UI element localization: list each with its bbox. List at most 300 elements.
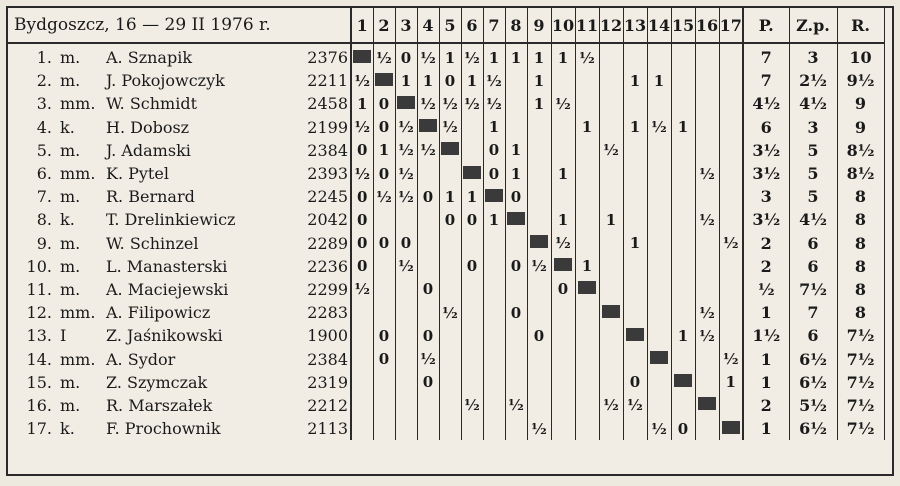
result-cell xyxy=(575,394,599,417)
r-cell: 8½ xyxy=(837,162,884,185)
result-cell xyxy=(417,255,439,278)
result-cell xyxy=(695,371,719,394)
result-cell xyxy=(695,116,719,139)
player-cell xyxy=(8,185,351,208)
result-cell: 1 xyxy=(527,92,551,115)
diagonal-mark xyxy=(722,421,740,434)
player-rating: 2212 xyxy=(307,395,348,415)
result-cell: 0 xyxy=(461,208,483,231)
player-cell xyxy=(8,278,351,301)
player-cell xyxy=(8,347,351,370)
player-title: m. xyxy=(60,187,81,207)
result-cell xyxy=(623,92,647,115)
result-cell xyxy=(647,139,671,162)
result-cell: ½ xyxy=(439,116,461,139)
r-header: R. xyxy=(837,8,884,43)
player-name: A. Sydor xyxy=(106,349,176,369)
result-cell: ½ xyxy=(695,324,719,347)
result-cell xyxy=(527,347,551,370)
diagonal-block xyxy=(417,116,439,139)
table-row xyxy=(8,92,884,115)
diagonal-mark xyxy=(602,305,620,318)
table-row xyxy=(8,324,884,347)
result-cell xyxy=(575,185,599,208)
result-cell: 0 xyxy=(417,324,439,347)
result-cell: 0 xyxy=(351,255,373,278)
table-row xyxy=(8,185,884,208)
table-row xyxy=(8,278,884,301)
result-cell xyxy=(575,347,599,370)
result-cell xyxy=(395,371,417,394)
result-cell xyxy=(483,371,505,394)
points-cell: 6 xyxy=(743,116,789,139)
result-cell: 1 xyxy=(671,324,695,347)
zp-cell: 5 xyxy=(789,185,837,208)
result-cell xyxy=(439,324,461,347)
result-cell xyxy=(719,92,743,115)
player-name: K. Pytel xyxy=(106,164,169,184)
diagonal-mark xyxy=(397,96,415,109)
round-header: 11 xyxy=(575,8,599,43)
player-rating: 2113 xyxy=(307,419,348,439)
diagonal-mark xyxy=(463,166,481,179)
player-cell xyxy=(8,255,351,278)
diagonal-block xyxy=(505,208,527,231)
player-cell xyxy=(8,69,351,92)
result-cell xyxy=(461,371,483,394)
result-cell xyxy=(647,185,671,208)
zp-cell: 4½ xyxy=(789,208,837,231)
diagonal-mark xyxy=(485,189,503,202)
result-cell xyxy=(575,371,599,394)
result-cell: ½ xyxy=(395,162,417,185)
result-cell xyxy=(719,139,743,162)
result-cell xyxy=(671,394,695,417)
result-cell xyxy=(719,69,743,92)
result-cell xyxy=(551,185,575,208)
result-cell xyxy=(373,208,395,231)
result-cell xyxy=(505,417,527,440)
result-cell xyxy=(505,232,527,255)
result-cell: 0 xyxy=(373,347,395,370)
result-cell: 0 xyxy=(439,208,461,231)
result-cell: ½ xyxy=(461,92,483,115)
result-cell: 0 xyxy=(373,92,395,115)
result-cell xyxy=(647,208,671,231)
tournament-title: Bydgoszcz, 16 — 29 II 1976 r. xyxy=(8,8,351,43)
result-cell xyxy=(461,232,483,255)
diagonal-block xyxy=(623,324,647,347)
result-cell xyxy=(647,162,671,185)
result-cell: 0 xyxy=(623,371,647,394)
player-number: 2. xyxy=(36,71,52,91)
zp-cell: 5 xyxy=(789,162,837,185)
diagonal-block xyxy=(599,301,623,324)
result-cell: 0 xyxy=(351,139,373,162)
result-cell xyxy=(647,278,671,301)
result-cell xyxy=(599,92,623,115)
result-cell xyxy=(623,278,647,301)
result-cell: ½ xyxy=(599,139,623,162)
result-cell: 0 xyxy=(461,255,483,278)
result-cell: 1 xyxy=(647,69,671,92)
points-cell: 1 xyxy=(743,417,789,440)
result-cell xyxy=(575,69,599,92)
result-cell: 1 xyxy=(527,43,551,69)
diagonal-block xyxy=(695,394,719,417)
result-cell xyxy=(461,301,483,324)
result-cell: 0 xyxy=(417,278,439,301)
result-cell xyxy=(461,324,483,347)
result-cell: 0 xyxy=(551,278,575,301)
diagonal-mark xyxy=(626,328,644,341)
diagonal-mark xyxy=(375,73,393,86)
result-cell: 1 xyxy=(461,185,483,208)
result-cell xyxy=(599,324,623,347)
result-cell xyxy=(527,139,551,162)
result-cell: ½ xyxy=(483,92,505,115)
result-cell xyxy=(719,43,743,69)
result-cell xyxy=(505,69,527,92)
result-cell xyxy=(439,417,461,440)
zp-cell: 6 xyxy=(789,232,837,255)
result-cell: ½ xyxy=(461,394,483,417)
diagonal-mark xyxy=(441,142,459,155)
result-cell: ½ xyxy=(695,162,719,185)
result-cell: ½ xyxy=(551,232,575,255)
diagonal-block xyxy=(527,232,551,255)
player-number: 6. xyxy=(36,164,52,184)
result-cell: 1 xyxy=(439,185,461,208)
player-cell xyxy=(8,92,351,115)
result-cell xyxy=(483,301,505,324)
table-row xyxy=(8,347,884,370)
player-name: R. Marszałek xyxy=(106,395,213,415)
result-cell xyxy=(695,92,719,115)
result-cell xyxy=(395,278,417,301)
diagonal-mark xyxy=(650,351,668,364)
result-cell xyxy=(671,232,695,255)
header-row xyxy=(8,8,884,43)
result-cell xyxy=(439,278,461,301)
diagonal-block xyxy=(719,417,743,440)
result-cell: 1 xyxy=(439,43,461,69)
points-cell: 2 xyxy=(743,255,789,278)
round-header: 15 xyxy=(671,8,695,43)
result-cell xyxy=(505,324,527,347)
round-header: 2 xyxy=(373,8,395,43)
result-cell xyxy=(351,371,373,394)
result-cell xyxy=(671,208,695,231)
result-cell: ½ xyxy=(351,69,373,92)
result-cell: ½ xyxy=(417,139,439,162)
player-number: 7. xyxy=(36,187,52,207)
result-cell: 0 xyxy=(395,43,417,69)
result-cell xyxy=(695,232,719,255)
result-cell: ½ xyxy=(373,43,395,69)
player-title: m. xyxy=(60,71,81,91)
result-cell xyxy=(551,417,575,440)
result-cell xyxy=(417,301,439,324)
points-cell: 2 xyxy=(743,232,789,255)
result-cell xyxy=(599,69,623,92)
result-cell xyxy=(695,255,719,278)
round-header: 10 xyxy=(551,8,575,43)
player-cell xyxy=(8,324,351,347)
result-cell xyxy=(551,301,575,324)
player-name: W. Schmidt xyxy=(106,94,198,114)
player-rating: 2376 xyxy=(307,48,348,68)
r-cell: 7½ xyxy=(837,324,884,347)
result-cell xyxy=(719,394,743,417)
result-cell: 0 xyxy=(351,185,373,208)
result-cell xyxy=(671,43,695,69)
result-cell xyxy=(671,185,695,208)
round-header: 9 xyxy=(527,8,551,43)
result-cell: ½ xyxy=(417,92,439,115)
r-cell: 7½ xyxy=(837,347,884,370)
diagonal-block xyxy=(551,255,575,278)
result-cell: 0 xyxy=(395,232,417,255)
result-cell xyxy=(575,162,599,185)
player-number: 4. xyxy=(36,117,52,137)
result-cell: ½ xyxy=(395,116,417,139)
round-header: 16 xyxy=(695,8,719,43)
result-cell: 1 xyxy=(719,371,743,394)
result-cell xyxy=(647,324,671,347)
result-cell xyxy=(505,371,527,394)
result-cell xyxy=(439,255,461,278)
result-cell xyxy=(599,162,623,185)
zp-cell: 5 xyxy=(789,139,837,162)
result-cell xyxy=(395,417,417,440)
player-rating: 2319 xyxy=(307,372,348,392)
player-rating: 2384 xyxy=(307,349,348,369)
result-cell: 1 xyxy=(623,116,647,139)
player-title: mm. xyxy=(60,164,96,184)
result-cell: 1 xyxy=(551,162,575,185)
diagonal-block xyxy=(461,162,483,185)
result-cell xyxy=(551,139,575,162)
round-header: 5 xyxy=(439,8,461,43)
result-cell xyxy=(373,371,395,394)
result-cell xyxy=(671,278,695,301)
result-cell xyxy=(461,139,483,162)
result-cell: 1 xyxy=(551,208,575,231)
table-row xyxy=(8,255,884,278)
zp-cell: 7 xyxy=(789,301,837,324)
r-cell: 8 xyxy=(837,301,884,324)
table-row xyxy=(8,208,884,231)
player-name: H. Dobosz xyxy=(106,117,190,137)
result-cell: 0 xyxy=(483,139,505,162)
table-row xyxy=(8,116,884,139)
result-cell xyxy=(351,301,373,324)
player-cell xyxy=(8,301,351,324)
result-cell xyxy=(461,116,483,139)
result-cell: ½ xyxy=(551,92,575,115)
result-cell xyxy=(575,301,599,324)
player-name: W. Schinzel xyxy=(106,233,199,253)
result-cell: ½ xyxy=(647,417,671,440)
table-row xyxy=(8,232,884,255)
result-cell: ½ xyxy=(527,255,551,278)
result-cell xyxy=(671,347,695,370)
player-rating: 2283 xyxy=(307,303,348,323)
result-cell: 0 xyxy=(351,232,373,255)
result-cell: 1 xyxy=(395,69,417,92)
result-cell xyxy=(647,232,671,255)
zp-cell: 2½ xyxy=(789,69,837,92)
player-number: 10. xyxy=(26,256,52,276)
result-cell xyxy=(505,92,527,115)
result-cell: ½ xyxy=(719,347,743,370)
result-cell xyxy=(395,324,417,347)
player-rating: 2199 xyxy=(307,117,348,137)
result-cell xyxy=(719,324,743,347)
round-header: 3 xyxy=(395,8,417,43)
player-cell xyxy=(8,162,351,185)
r-cell: 8 xyxy=(837,278,884,301)
result-cell: 1 xyxy=(351,92,373,115)
round-header: 14 xyxy=(647,8,671,43)
player-number: 3. xyxy=(36,94,52,114)
round-header: 7 xyxy=(483,8,505,43)
player-cell xyxy=(8,116,351,139)
result-cell: 1 xyxy=(483,43,505,69)
result-cell xyxy=(671,301,695,324)
player-cell xyxy=(8,139,351,162)
result-cell xyxy=(527,278,551,301)
r-cell: 8½ xyxy=(837,139,884,162)
result-cell: ½ xyxy=(351,278,373,301)
result-cell: ½ xyxy=(695,208,719,231)
result-cell xyxy=(505,278,527,301)
points-header: P. xyxy=(743,8,789,43)
player-number: 13. xyxy=(26,326,52,346)
result-cell: 1 xyxy=(551,43,575,69)
result-cell xyxy=(599,232,623,255)
result-cell xyxy=(695,139,719,162)
result-cell xyxy=(527,301,551,324)
player-rating: 2236 xyxy=(307,256,348,276)
result-cell: 1 xyxy=(373,139,395,162)
round-header: 13 xyxy=(623,8,647,43)
result-cell: ½ xyxy=(351,116,373,139)
result-cell xyxy=(599,278,623,301)
result-cell: ½ xyxy=(483,69,505,92)
result-cell xyxy=(439,394,461,417)
result-cell xyxy=(599,116,623,139)
zp-cell: 3 xyxy=(789,116,837,139)
result-cell xyxy=(695,185,719,208)
player-title: m. xyxy=(60,233,81,253)
crosstable-sheet xyxy=(6,6,894,476)
result-cell xyxy=(439,347,461,370)
result-cell xyxy=(695,69,719,92)
diagonal-block xyxy=(351,43,373,69)
result-cell xyxy=(719,116,743,139)
player-name: A. Filipowicz xyxy=(106,303,211,323)
result-cell: 0 xyxy=(373,162,395,185)
player-rating: 1900 xyxy=(307,326,348,346)
result-cell xyxy=(671,162,695,185)
result-cell: 0 xyxy=(483,162,505,185)
result-cell xyxy=(647,255,671,278)
player-title: k. xyxy=(60,210,75,230)
result-cell: 1 xyxy=(461,69,483,92)
result-cell xyxy=(551,347,575,370)
points-cell: 2 xyxy=(743,394,789,417)
result-cell: 1 xyxy=(623,69,647,92)
result-cell xyxy=(599,255,623,278)
round-header: 6 xyxy=(461,8,483,43)
result-cell: 1 xyxy=(623,232,647,255)
zp-cell: 5½ xyxy=(789,394,837,417)
player-title: m. xyxy=(60,279,81,299)
result-cell xyxy=(527,185,551,208)
result-cell xyxy=(575,139,599,162)
result-cell xyxy=(373,278,395,301)
player-title: k. xyxy=(60,117,75,137)
result-cell xyxy=(647,394,671,417)
result-cell xyxy=(623,43,647,69)
result-cell: ½ xyxy=(505,394,527,417)
result-cell xyxy=(599,185,623,208)
player-number: 15. xyxy=(26,372,52,392)
zp-cell: 6½ xyxy=(789,347,837,370)
result-cell xyxy=(439,371,461,394)
points-cell: 1½ xyxy=(743,324,789,347)
result-cell xyxy=(695,278,719,301)
result-cell xyxy=(623,185,647,208)
result-cell xyxy=(623,301,647,324)
result-cell: ½ xyxy=(395,185,417,208)
points-cell: 1 xyxy=(743,371,789,394)
result-cell xyxy=(483,278,505,301)
player-title: m. xyxy=(60,372,81,392)
result-cell xyxy=(719,208,743,231)
result-cell xyxy=(395,301,417,324)
crosstable xyxy=(8,8,885,440)
result-cell xyxy=(551,371,575,394)
points-cell: 4½ xyxy=(743,92,789,115)
r-cell: 8 xyxy=(837,208,884,231)
points-cell: 1 xyxy=(743,347,789,370)
table-row xyxy=(8,371,884,394)
result-cell: ½ xyxy=(527,417,551,440)
points-cell: 3½ xyxy=(743,162,789,185)
player-name: J. Pokojowczyk xyxy=(106,71,225,91)
result-cell: ½ xyxy=(575,43,599,69)
player-name: F. Prochownik xyxy=(106,419,221,439)
points-cell: 3 xyxy=(743,185,789,208)
diagonal-mark xyxy=(674,374,692,387)
player-title: mm. xyxy=(60,303,96,323)
r-cell: 9 xyxy=(837,92,884,115)
result-cell: 1 xyxy=(671,116,695,139)
player-rating: 2458 xyxy=(307,94,348,114)
r-cell: 8 xyxy=(837,255,884,278)
result-cell xyxy=(351,394,373,417)
player-title: mm. xyxy=(60,349,96,369)
result-cell: 1 xyxy=(505,162,527,185)
r-cell: 7½ xyxy=(837,371,884,394)
result-cell xyxy=(647,43,671,69)
player-name: J. Adamski xyxy=(106,140,191,160)
zp-cell: 6 xyxy=(789,255,837,278)
result-cell xyxy=(373,301,395,324)
